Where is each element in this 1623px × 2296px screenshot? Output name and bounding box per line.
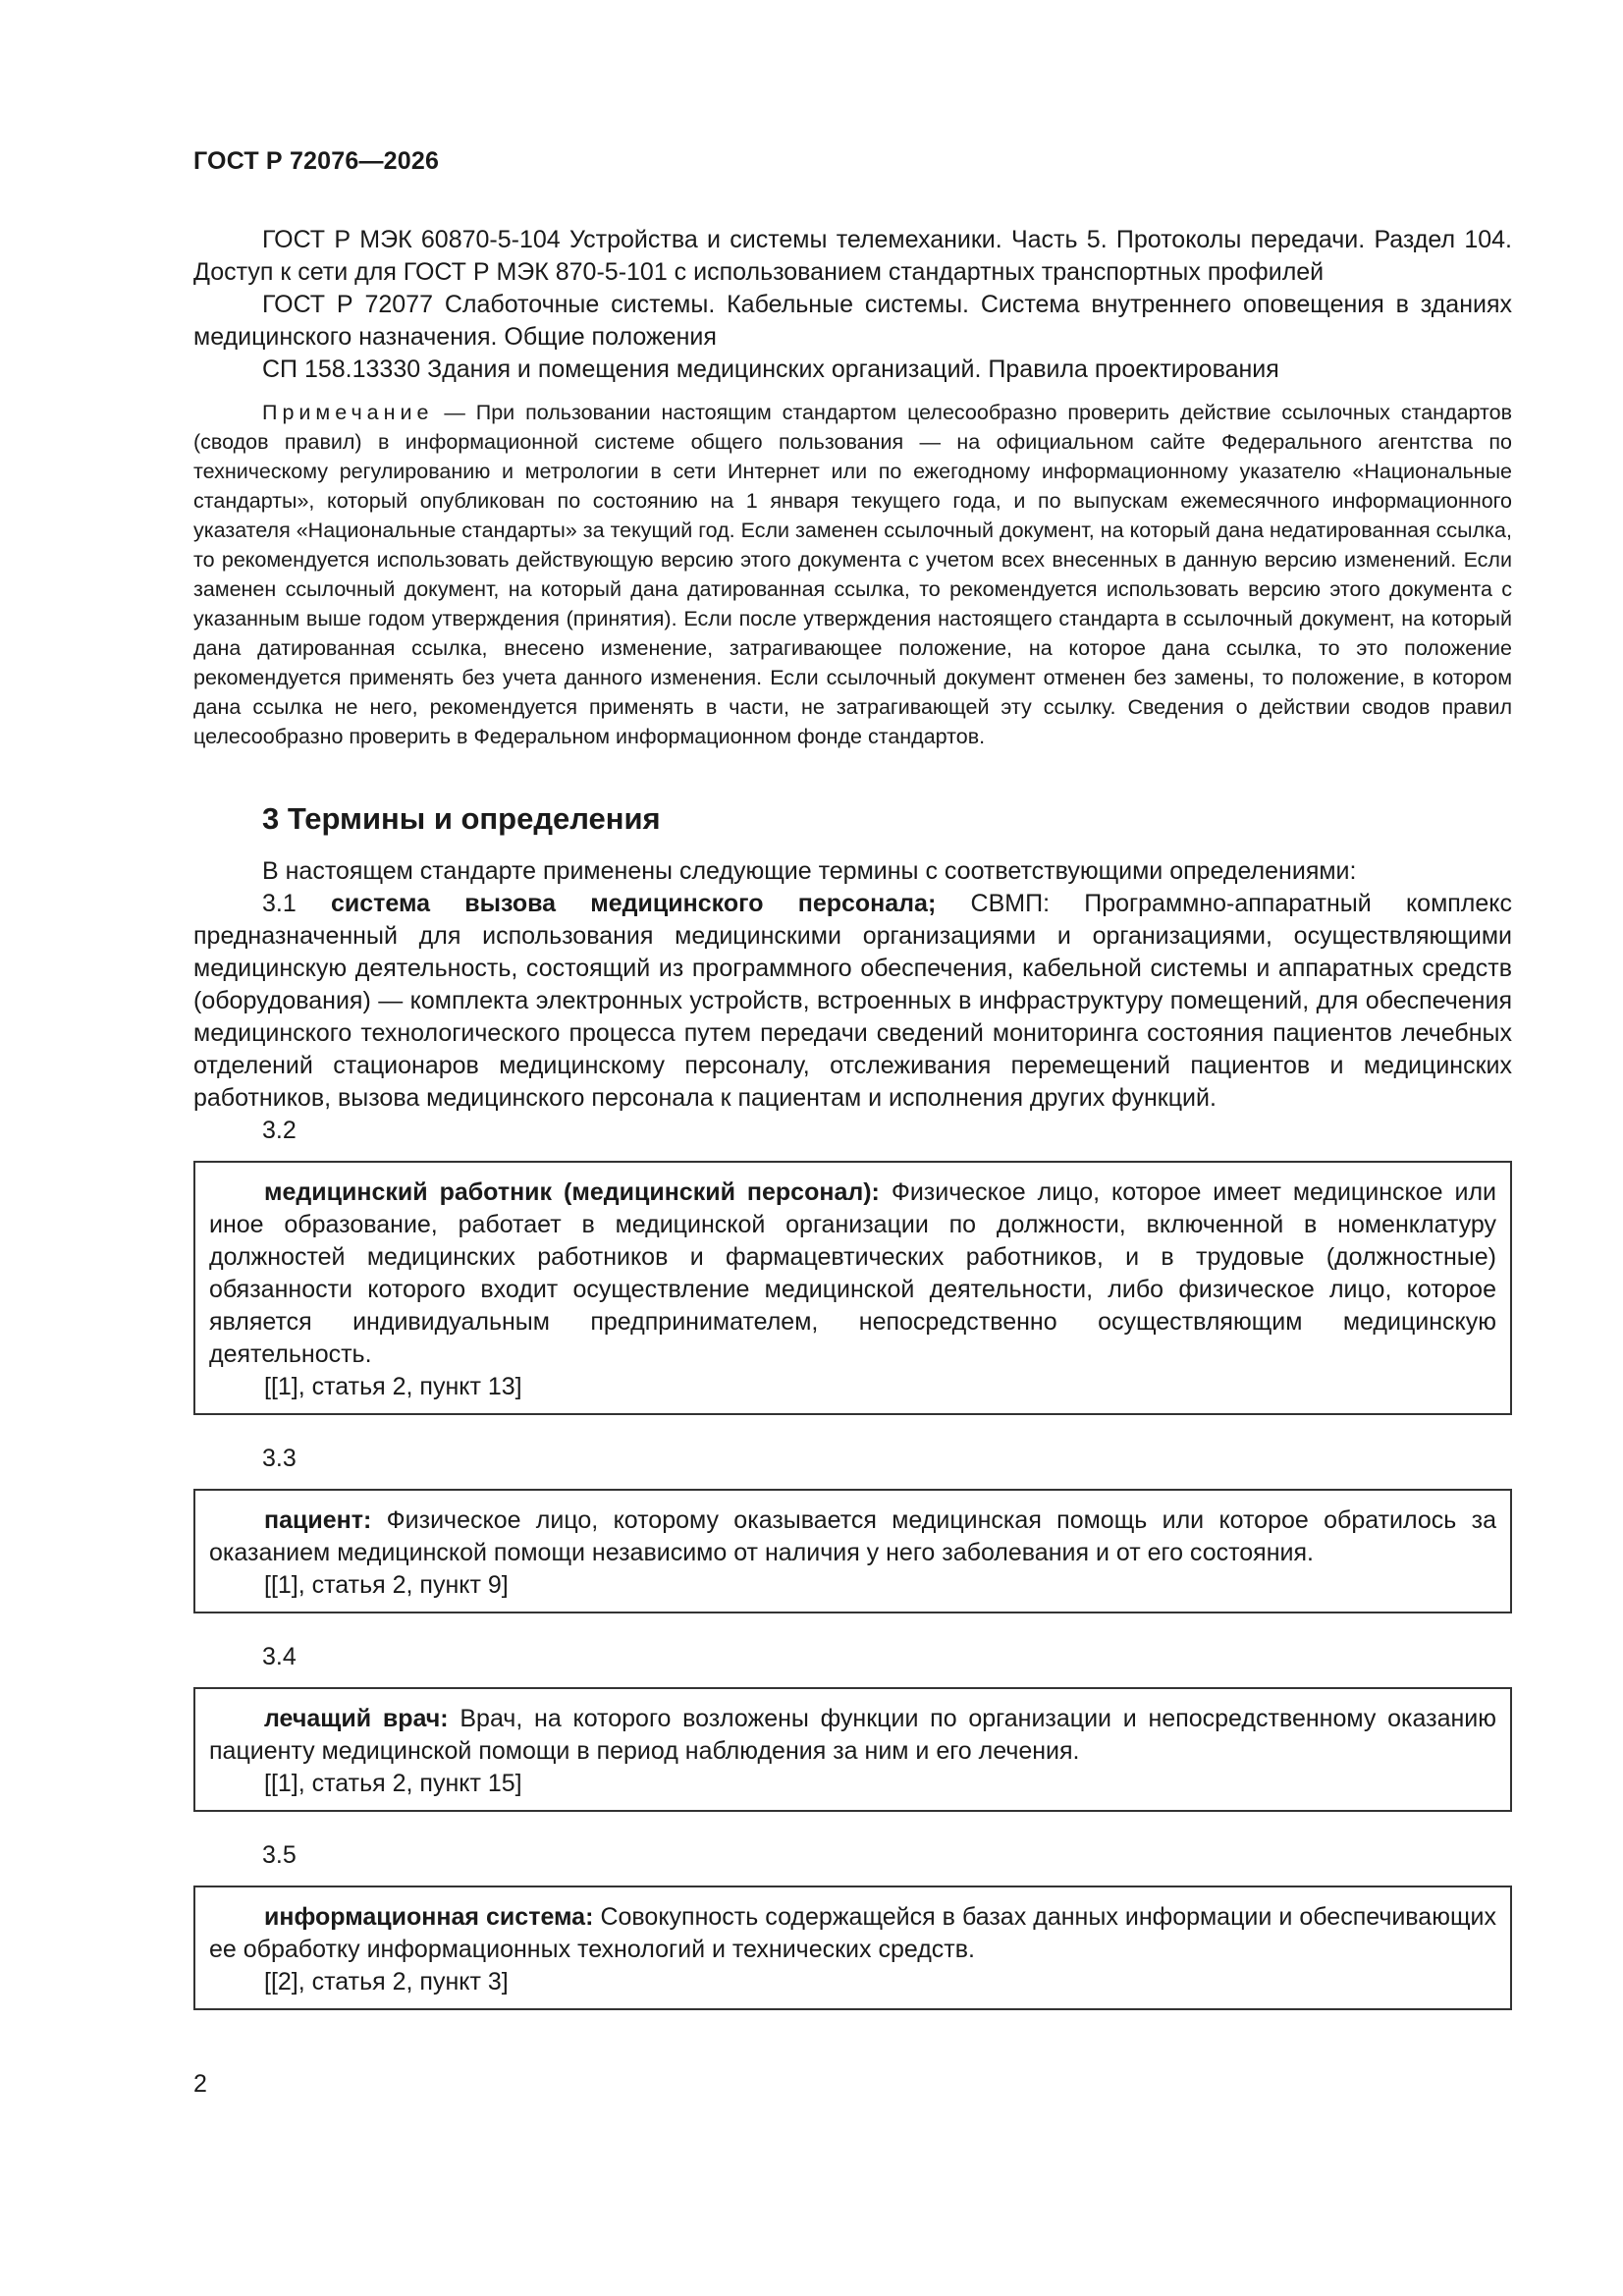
- term-source: [[1], статья 2, пункт 13]: [264, 1373, 522, 1400]
- reference-item: ГОСТ Р МЭК 60870-5-104 Устройства и системы телемеханики. Часть 5. Протоколы передачи. Раздел 104. Доступ к сети для ГОСТ Р МЭК 870-5-101 с использованием стандартных транспортных профилей: [193, 226, 1512, 286]
- term-name: пациент:: [264, 1506, 372, 1534]
- term-number: 3.2: [262, 1117, 297, 1144]
- term-entry: [209, 1901, 1496, 1966]
- term-definition: Врач, на которого возложены функции по организации и непосредственному оказанию пациенту медицинской помощи в период наблюдения за ним и его лечения.: [209, 1705, 1496, 1765]
- page-body: [193, 224, 1512, 2038]
- section-intro: В настоящем стандарте применены следующие термины с соответствующими определениями:: [262, 857, 1357, 885]
- term-box: [193, 1489, 1512, 1613]
- term-entry: [209, 1504, 1496, 1569]
- reference-item: СП 158.13330 Здания и помещения медицинских организаций. Правила проектирования: [262, 355, 1279, 383]
- term-name: лечащий врач:: [264, 1705, 449, 1732]
- term-entry: [209, 1176, 1496, 1371]
- term-definition: Совокупность содержащейся в базах данных информации и обеспечивающих ее обработку информационных технологий и технических средств.: [209, 1903, 1496, 1963]
- term-entry: [209, 1703, 1496, 1768]
- term-number: 3.5: [262, 1841, 297, 1869]
- term-name: медицинский работник (медицинский персонал):: [264, 1178, 880, 1206]
- document-header: ГОСТ Р 72076—2026: [193, 147, 440, 175]
- term-box: [193, 1886, 1512, 2010]
- term-number: 3.1: [262, 890, 331, 917]
- term-definition: Физическое лицо, которому оказывается медицинская помощь или которое обратилось за оказанием медицинской помощи независимо от наличия у него заболевания и от его состояния.: [209, 1506, 1496, 1566]
- term-box: [193, 1687, 1512, 1812]
- term-definition: Физическое лицо, которое имеет медицинское или иное образование, работает в медицинской организации по должности, включенной в номенклатуру должностей медицинских работников и фармацевтических работников, и в трудовые (должностные) обязанности которого входит осуществление медицинской деятельности, либо физическое лицо, которое является индивидуальным предпринимателем, непосредственно осуществляющим медицинскую деятельность.: [209, 1178, 1497, 1368]
- term-source: [[1], статья 2, пункт 15]: [264, 1770, 522, 1797]
- reference-item: ГОСТ Р 72077 Слаботочные системы. Кабельные системы. Система внутреннего оповещения в зданиях медицинского назначения. Общие положения: [193, 291, 1512, 351]
- term-number: 3.3: [262, 1445, 297, 1472]
- section-title: 3 Термины и определения: [262, 801, 661, 836]
- term-number: 3.4: [262, 1643, 297, 1670]
- term-source: [[2], статья 2, пункт 3]: [264, 1968, 509, 1995]
- page-number: 2: [193, 2070, 207, 2098]
- note-label: Примечание: [262, 401, 434, 424]
- term-source: [[1], статья 2, пункт 9]: [264, 1571, 509, 1599]
- term-name: система вызова медицинского персонала;: [331, 890, 937, 917]
- note-text: — При пользовании настоящим стандартом целесообразно проверить действие ссылочных стандартов (сводов правил) в информационной системе общего пользования — на официальном сайте Федерального агентства по техническому регулированию и метрологии в сети Интернет или по ежегодному информационному указателю «Национальные стандарты», который опубликован по состоянию на 1 января текущего года, и по выпускам ежемесячного информационного указателя «Национальные стандарты» за текущий год. Если заменен ссылочный документ, на который дана недатированная ссылка, то рекомендуется использовать действующую версию этого документа с учетом всех внесенных в данную версию изменений. Если заменен ссылочный документ, на который дана датированная ссылка, то рекомендуется использовать версию этого документа с указанным выше годом утверждения (принятия). Если после утверждения настоящего стандарта в ссылочный документ, на который дана датированная ссылка, внесено изменение, затрагивающее положение, на которое дана ссылка, то это положение рекомендуется применять без учета данного изменения. Если ссылочный документ отменен без замены, то положение, в котором дана ссылка не него, рекомендуется применять в части, не затрагивающей эту ссылку. Сведения о действии сводов правил целесообразно проверить в Федеральном информационном фонде стандартов.: [193, 401, 1512, 748]
- term-3-1: [193, 888, 1512, 1115]
- term-definition: СВМП: Программно-аппаратный комплекс предназначенный для использования медицинскими организациями и организациями, осуществляющими медицинскую деятельность, состоящий из программного обеспечения, кабельной системы и аппаратных средств (оборудования) — комплекта электронных устройств, встроенных в инфраструктуру помещений, для обеспечения медицинского технологического процесса путем передачи сведений мониторинга состояния пациентов лечебных отделений стационаров медицинскому персоналу, отслеживания перемещений пациентов и медицинских работников, вызова медицинского персонала к пациентам и исполнения других функций.: [193, 890, 1513, 1112]
- term-box: [193, 1161, 1512, 1415]
- note-paragraph: [193, 398, 1512, 751]
- term-name: информационная система:: [264, 1903, 594, 1931]
